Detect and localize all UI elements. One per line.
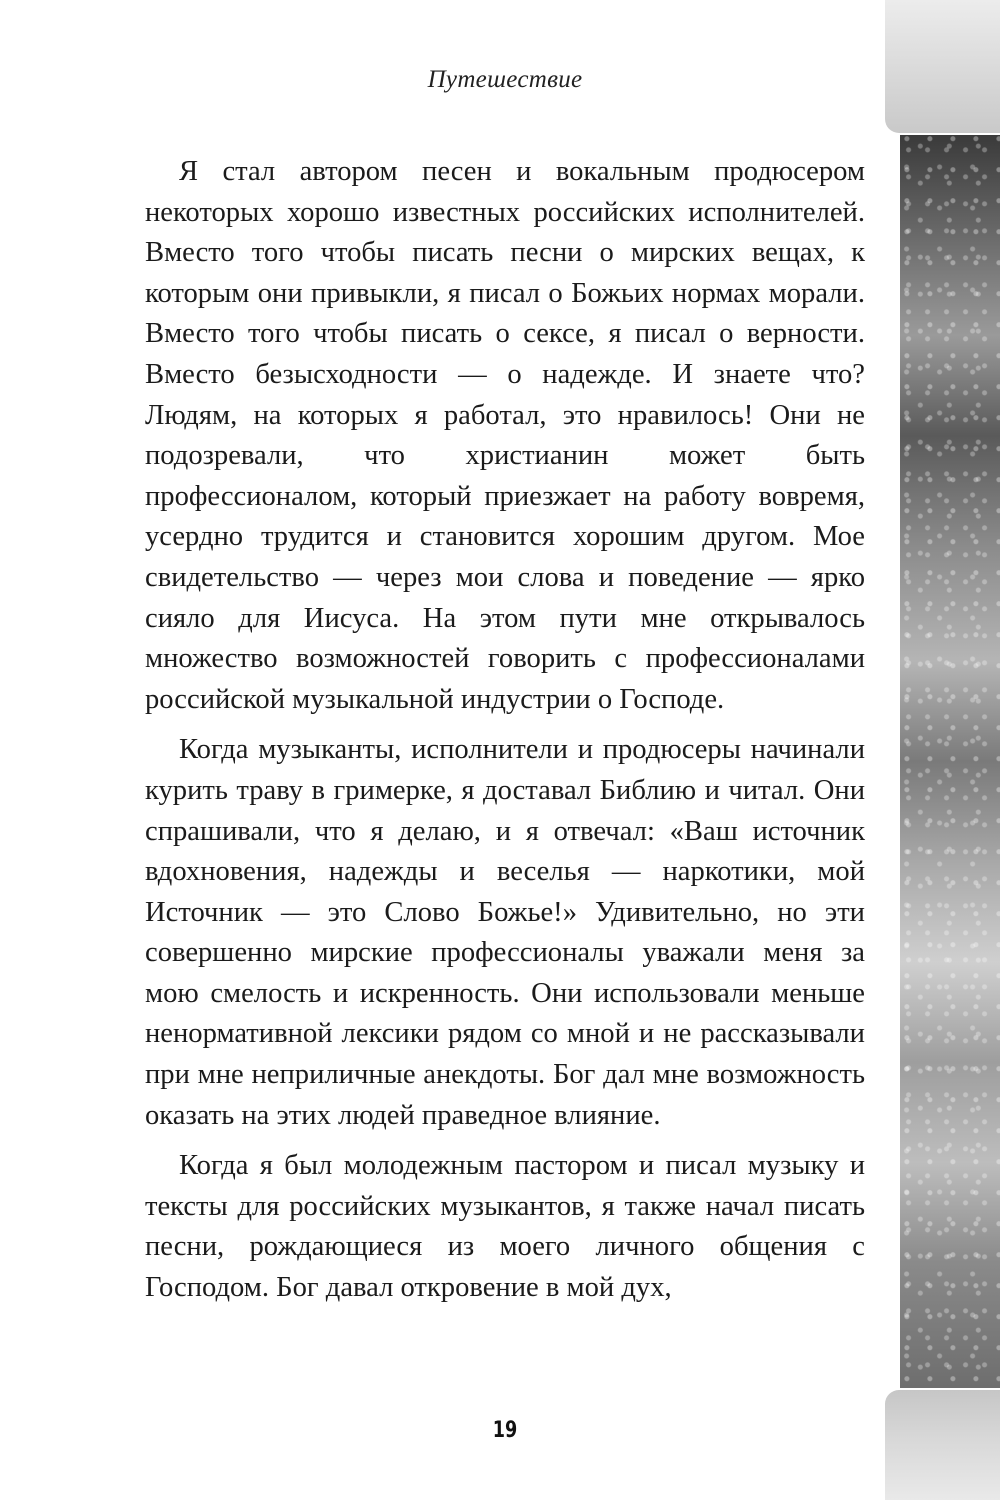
paragraph: Когда музыканты, исполнители и продюсеры начинали курить траву в гримерке, я доставал Библию и читал. Они спрашивали, что я делаю, и я отвечал: «Ваш источник вдохновения, надежды и веселья — наркотики, мой Источник — это Слово Божье!» Удивительно, но эти совершенно мирские профессионалы уважали меня за мою смелость и искренность. Они использовали меньше ненормативной лексики рядом со мной и не рассказывали при мне неприличные анекдоты. Бог дал мне возможность оказать на этих людей праведное влияние. (145, 734, 865, 1131)
thumb-index-tab (885, 0, 1000, 1500)
running-head: Путешествие (427, 66, 583, 93)
body-text (145, 152, 865, 1309)
tab-bottom-cap (885, 1390, 1000, 1500)
page-number: 19 (492, 1418, 518, 1443)
tab-decorative-texture (900, 135, 1000, 1388)
paragraph: Когда я был молодежным пастором и писал музыку и тексты для российских музыкантов, я также начал писать песни, рождающиеся из моего личного общения с Господом. Бог давал откровение в мой дух, (145, 1150, 865, 1304)
paragraph: Я стал автором песен и вокальным продюсером некоторых хорошо известных российских исполнителей. Вместо того чтобы писать песни о мирских вещах, к которым они привыкли, я писал о Божьих нормах морали. Вместо того чтобы писать о сексе, я писал о верности. Вместо безысходности — о надежде. И знаете что? Людям, на которых я работал, это нравилось! Они не подозревали, что христианин может быть профессионалом, который приезжает на работу вовремя, усердно трудится и становится хорошим другом. Мое свидетельство — через мои слова и поведение — ярко сияло для Иисуса. На этом пути мне открывалось множество возможностей говорить с профессионалами российской музыкальной индустрии о Господе. (145, 156, 865, 715)
tab-top-cap (885, 0, 1000, 133)
